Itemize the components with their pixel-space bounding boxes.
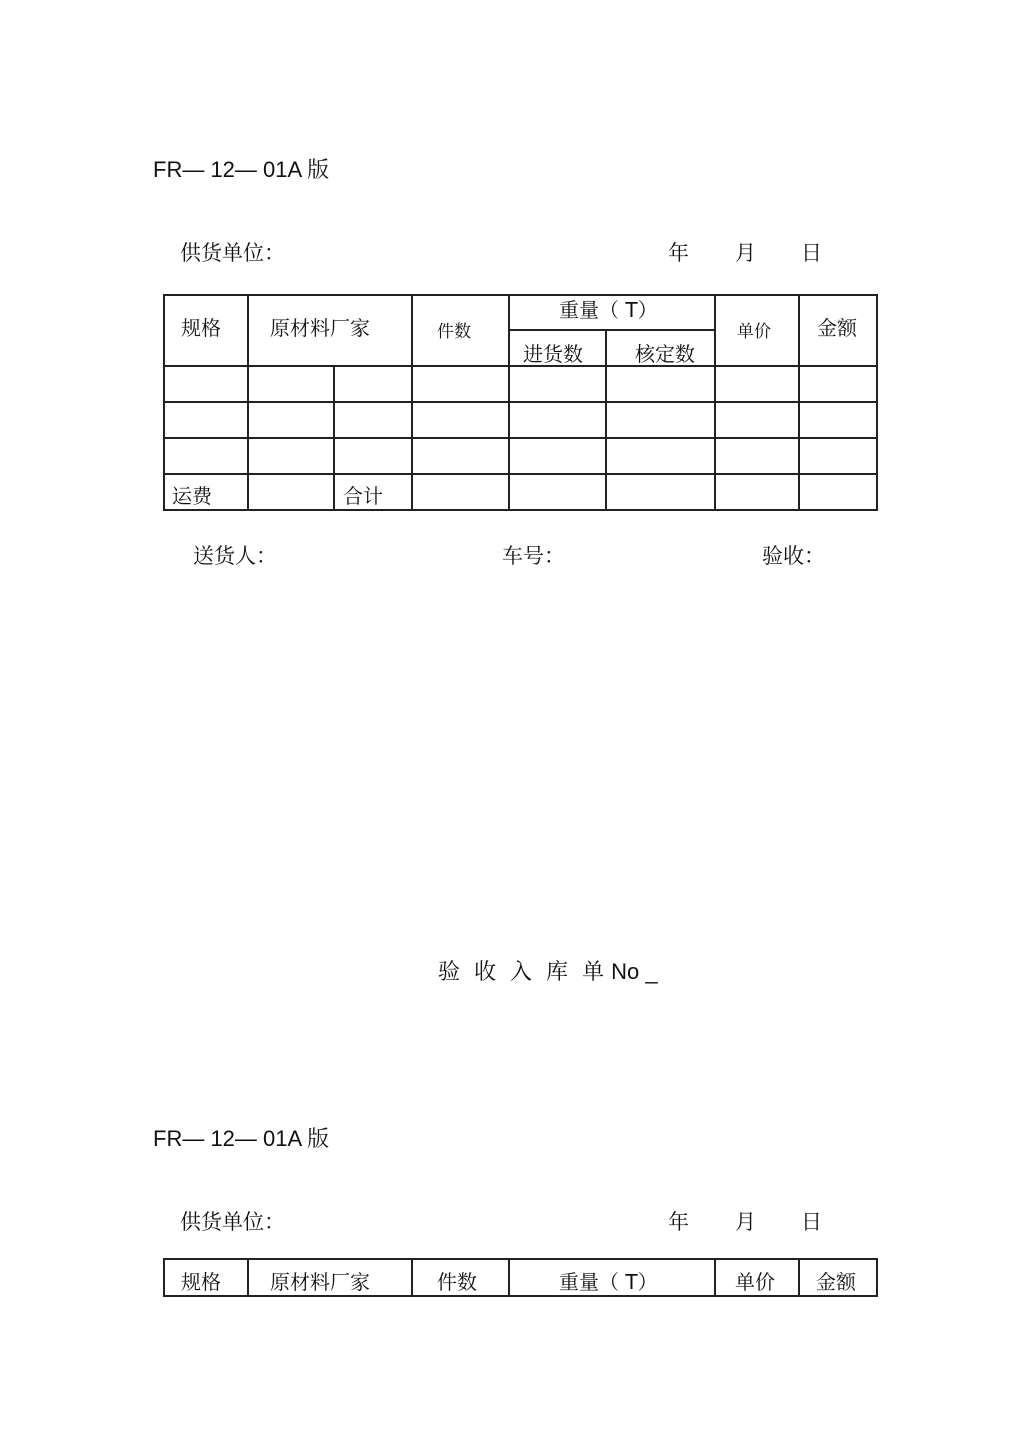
col-divider <box>247 1258 249 1297</box>
total-label: 合计 <box>343 484 383 508</box>
col-divider <box>508 1258 510 1297</box>
col-divider <box>333 365 335 511</box>
date-month-label: 月 <box>735 241 756 265</box>
col-divider <box>411 1258 413 1297</box>
col-divider <box>798 1258 800 1297</box>
doc-title-char: 入 <box>510 960 533 985</box>
doc-title-char: 库 <box>546 960 569 985</box>
row-divider <box>163 401 878 403</box>
header-unit-price: 单价 <box>735 1270 775 1294</box>
header-amount: 金额 <box>816 1270 856 1294</box>
header-manufacturer: 原材料厂家 <box>270 316 370 340</box>
header-manufacturer: 原材料厂家 <box>270 1270 370 1294</box>
vehicle-no-label: 车号： <box>502 544 565 568</box>
weight-subheader-divider <box>509 329 715 331</box>
row-divider <box>163 473 878 475</box>
header-weight-checked: 核定数 <box>635 342 695 366</box>
header-divider <box>163 365 878 367</box>
header-pieces: 件数 <box>437 1270 477 1294</box>
form-version-code: FR— 12— 01A 版 <box>153 1126 330 1151</box>
doc-title-char: 收 <box>474 960 497 985</box>
header-weight: 重量（ T） <box>559 298 658 322</box>
date-day-label: 日 <box>801 241 822 265</box>
doc-title-char: 单 <box>582 960 605 985</box>
header-amount: 金额 <box>817 316 857 340</box>
date-day-label: 日 <box>801 1210 822 1234</box>
col-divider <box>247 294 249 511</box>
col-divider <box>714 294 716 511</box>
supplier-label: 供货单位： <box>180 1210 285 1234</box>
supplier-label: 供货单位： <box>180 241 285 265</box>
date-month-label: 月 <box>735 1210 756 1234</box>
header-unit-price: 单价 <box>737 322 771 342</box>
header-weight: 重量（ T） <box>559 1270 658 1294</box>
col-divider <box>411 294 413 511</box>
form-version-code: FR— 12— 01A 版 <box>153 157 330 182</box>
date-year-label: 年 <box>668 1210 689 1234</box>
header-pieces: 件数 <box>437 322 471 342</box>
col-divider <box>714 1258 716 1297</box>
doc-title <box>438 955 658 986</box>
header-weight-in: 进货数 <box>523 342 583 366</box>
row-divider <box>163 437 878 439</box>
col-divider <box>605 329 607 511</box>
header-spec: 规格 <box>181 316 221 340</box>
header-spec: 规格 <box>181 1270 221 1294</box>
freight-label: 运费 <box>172 484 212 508</box>
deliverer-label: 送货人： <box>193 544 277 568</box>
date-year-label: 年 <box>668 241 689 265</box>
inspection-label: 验收： <box>762 544 825 568</box>
col-divider <box>798 294 800 511</box>
doc-number: No _ <box>611 959 658 984</box>
col-divider <box>508 294 510 511</box>
doc-title-char: 验 <box>438 960 461 985</box>
